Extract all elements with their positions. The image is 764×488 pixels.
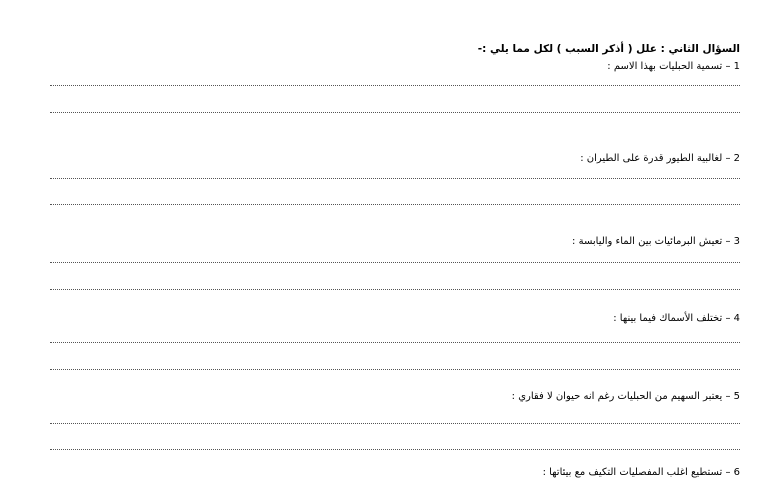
- answer-line: [50, 204, 740, 205]
- question-1: 1 – تسمية الحبليات بهذا الاسم :: [607, 61, 740, 72]
- answer-line: [50, 449, 740, 450]
- question-5: 5 – يعتبر السهيم من الحبليات رغم انه حيوان لا فقاري :: [511, 391, 740, 402]
- answer-line: [50, 112, 740, 113]
- section-title: السؤال الثاني : علل ( أذكر السبب ) لكل مما يلي :-: [477, 43, 740, 55]
- answer-line: [50, 369, 740, 370]
- answer-line: [50, 342, 740, 343]
- question-4: 4 – تختلف الأسماك فيما بينها :: [613, 313, 740, 324]
- answer-line: [50, 289, 740, 290]
- answer-line: [50, 423, 740, 424]
- answer-line: [50, 262, 740, 263]
- answer-line: [50, 85, 740, 86]
- question-6: 6 – تستطيع اغلب المفصليات التكيف مع بيئاتها :: [542, 467, 740, 478]
- answer-line: [50, 178, 740, 179]
- question-2: 2 – لغالبية الطيور قدرة على الطيران :: [580, 153, 740, 164]
- question-3: 3 – تعيش البرمائيات بين الماء واليابسة :: [572, 236, 740, 247]
